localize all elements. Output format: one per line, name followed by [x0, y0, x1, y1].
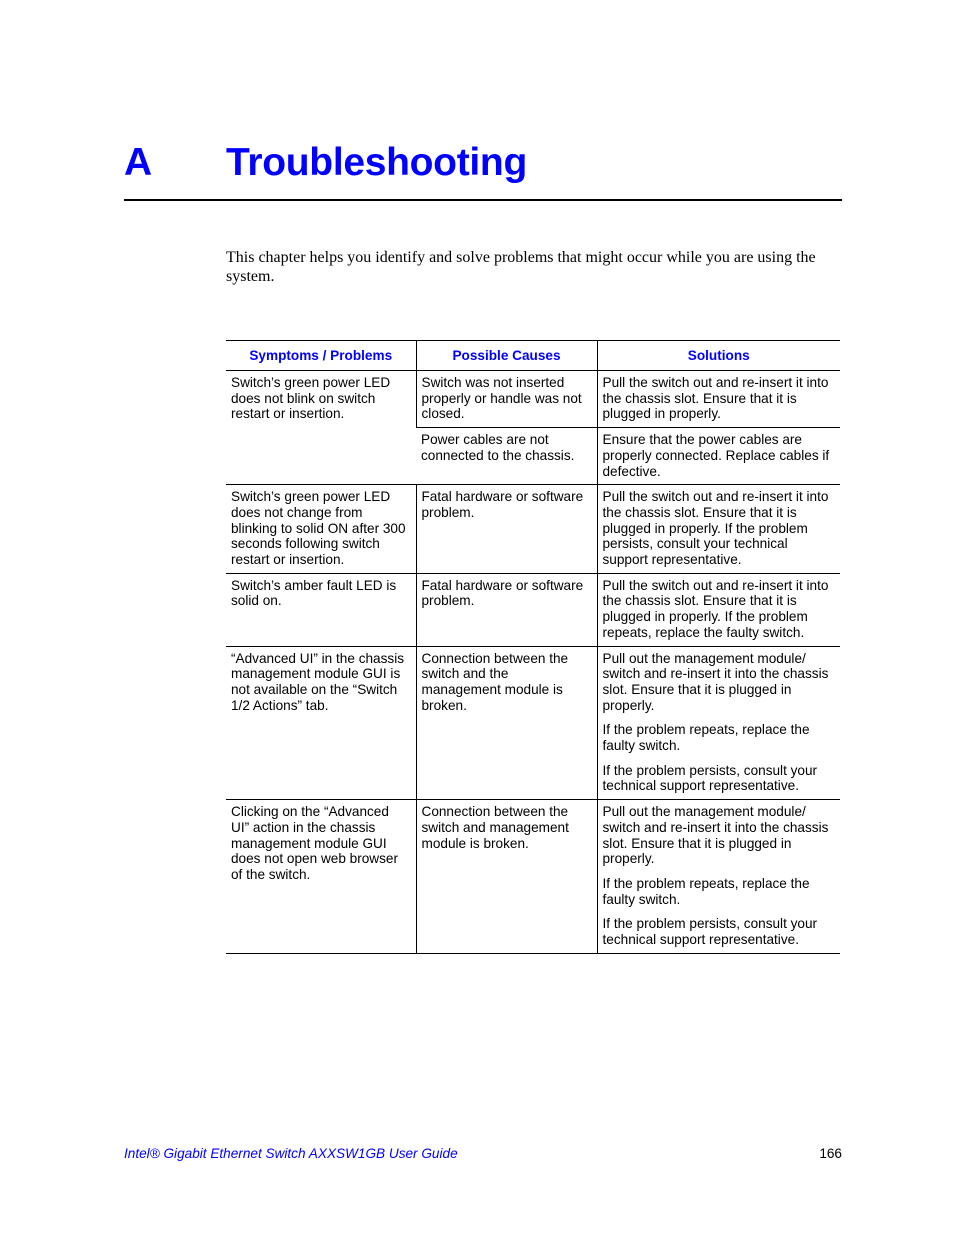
- cause-cell: Connection between the switch and the management module is broken.: [416, 646, 597, 800]
- footer-page-number: 166: [819, 1146, 842, 1161]
- troubleshooting-table: [226, 340, 840, 954]
- solution-paragraph: If the problem persists, consult your technical support representative.: [602, 762, 818, 794]
- cause-cell: Fatal hardware or software problem.: [416, 573, 597, 646]
- solution-cell: [597, 573, 840, 646]
- solution-paragraph: Pull out the management module/ switch and re-insert it into the chassis slot. Ensure that it is plugged in properly.: [602, 804, 829, 867]
- table-row: [226, 573, 840, 646]
- solution-paragraph: If the problem repeats, replace the faulty switch.: [602, 722, 810, 754]
- solution-paragraph: Ensure that the power cables are properly connected. Replace cables if defective.: [602, 432, 830, 479]
- table-row: [226, 485, 840, 574]
- symptom-cell: “Advanced UI” in the chassis management module GUI is not available on the “Switch 1/2 Actions” tab.: [226, 646, 416, 800]
- cause-cell: Fatal hardware or software problem.: [416, 485, 597, 574]
- solution-cell: [597, 646, 840, 800]
- footer-document-title: Intel® Gigabit Ethernet Switch AXXSW1GB User Guide: [124, 1146, 458, 1161]
- symptom-cell: Switch’s amber fault LED is solid on.: [226, 573, 416, 646]
- solution-paragraph: Pull out the management module/ switch and re-insert it into the chassis slot. Ensure that it is plugged in properly.: [602, 650, 829, 713]
- symptom-cell: Clicking on the “Advanced UI” action in the chassis management module GUI does not open web browser of the switch.: [226, 800, 416, 954]
- cause-cell: Power cables are not connected to the chassis.: [416, 428, 597, 485]
- header-solutions: Solutions: [597, 341, 840, 371]
- table-row: [226, 646, 840, 800]
- solution-paragraph: Pull the switch out and re-insert it into the chassis slot. Ensure that it is plugged in properly. If the problem persists, consult your technical support representative.: [602, 489, 829, 568]
- solution-paragraph: If the problem persists, consult your technical support representative.: [602, 916, 818, 948]
- solution-paragraph: Pull the switch out and re-insert it into the chassis slot. Ensure that it is plugged in properly.: [602, 375, 829, 422]
- table-row: [226, 371, 840, 428]
- cause-cell: Switch was not inserted properly or handle was not closed.: [416, 371, 597, 428]
- symptom-cell: Switch’s green power LED does not blink on switch restart or insertion.: [226, 371, 416, 485]
- table-header-row: [226, 341, 840, 371]
- chapter-divider: [124, 199, 842, 201]
- solution-cell: [597, 428, 840, 485]
- solution-paragraph: If the problem repeats, replace the faulty switch.: [602, 875, 810, 907]
- cause-cell: Connection between the switch and management module is broken.: [416, 800, 597, 954]
- chapter-title: Troubleshooting: [226, 141, 527, 184]
- table-row: [226, 800, 840, 954]
- intro-paragraph: This chapter helps you identify and solve problems that might occur while you are using the system.: [226, 249, 816, 285]
- header-causes: Possible Causes: [416, 341, 597, 371]
- symptom-cell: Switch’s green power LED does not change from blinking to solid ON after 300 seconds following switch restart or insertion.: [226, 485, 416, 574]
- chapter-letter: A: [124, 141, 153, 184]
- solution-cell: [597, 371, 840, 428]
- solution-paragraph: Pull the switch out and re-insert it into the chassis slot. Ensure that it is plugged in properly. If the problem repeats, replace the faulty switch.: [602, 577, 829, 640]
- header-symptoms: Symptoms / Problems: [226, 341, 416, 371]
- solution-cell: [597, 800, 840, 954]
- solution-cell: [597, 485, 840, 574]
